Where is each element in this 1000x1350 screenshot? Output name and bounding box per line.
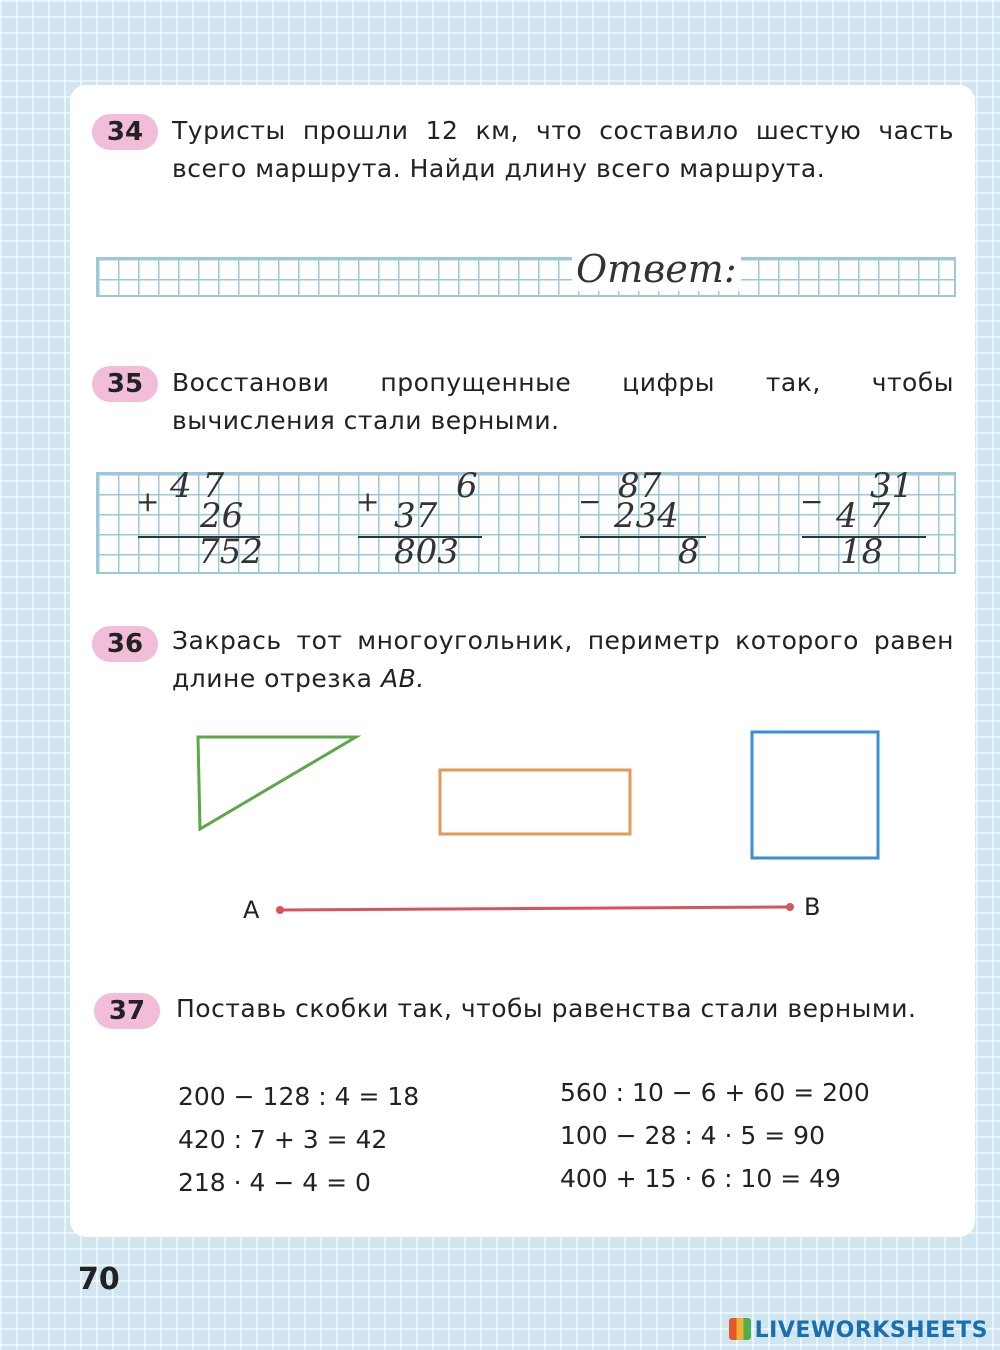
orange-rectangle[interactable] bbox=[440, 770, 630, 834]
task-number-37: 37 bbox=[94, 993, 160, 1029]
calc-4-result: 18 bbox=[840, 532, 884, 572]
answer-label-34: Ответ: bbox=[572, 247, 741, 291]
calc-3-sign: − bbox=[578, 485, 602, 518]
calc-4-sign: − bbox=[800, 485, 824, 518]
calc-2-top[interactable]: 6 bbox=[456, 466, 478, 506]
blue-square[interactable] bbox=[752, 732, 878, 858]
green-triangle[interactable] bbox=[198, 737, 356, 829]
task-number-35: 35 bbox=[92, 366, 158, 402]
point-a-dot bbox=[276, 906, 284, 914]
equation-left-3[interactable]: 218 · 4 − 4 = 0 bbox=[178, 1168, 371, 1197]
page-number: 70 bbox=[78, 1262, 120, 1297]
task-35-text: Восстанови пропущенные цифры так, чтобы вычисления стали верными. bbox=[172, 368, 954, 435]
liveworksheets-logo-icon bbox=[729, 1318, 751, 1340]
equation-right-3[interactable]: 400 + 15 · 6 : 10 = 49 bbox=[560, 1164, 841, 1193]
equation-right-2[interactable]: 100 − 28 : 4 · 5 = 90 bbox=[560, 1121, 825, 1150]
segment-name: AB. bbox=[380, 664, 425, 693]
calc-1-sign: + bbox=[136, 485, 160, 518]
task-number-36: 36 bbox=[92, 626, 158, 662]
calc-2-bottom[interactable]: 37 bbox=[394, 496, 438, 536]
calc-4-bottom[interactable]: 4 7 bbox=[836, 496, 891, 536]
task-number-34: 34 bbox=[92, 114, 158, 150]
point-a-label: A bbox=[243, 896, 260, 924]
calc-1-bottom[interactable]: 26 bbox=[200, 496, 244, 536]
task-34-text: Туристы прошли 12 км, что составило шестую часть всего маршрута. Найди длину всего маршрута. bbox=[172, 116, 954, 183]
equation-right-1[interactable]: 560 : 10 − 6 + 60 = 200 bbox=[560, 1078, 870, 1107]
task-37-text: Поставь скобки так, чтобы равенства стали верными. bbox=[176, 994, 917, 1023]
equation-left-1[interactable]: 200 − 128 : 4 = 18 bbox=[178, 1082, 420, 1111]
calc-1-result: 752 bbox=[198, 532, 263, 572]
calc-2-result: 803 bbox=[394, 532, 459, 572]
point-b-label: B bbox=[804, 893, 821, 921]
segment-ab bbox=[280, 907, 790, 910]
equation-left-2[interactable]: 420 : 7 + 3 = 42 bbox=[178, 1125, 388, 1154]
calc-1-top[interactable]: 4 7 bbox=[170, 466, 225, 506]
calc-3-top[interactable]: 87 bbox=[618, 466, 662, 506]
watermark-text: LIVEWORKSHEETS bbox=[754, 1318, 988, 1343]
calc-4-top[interactable]: 31 bbox=[870, 466, 914, 506]
calc-3-bottom[interactable]: 234 bbox=[614, 496, 679, 536]
point-b-dot bbox=[786, 903, 794, 911]
task-36-text: Закрась тот многоугольник, периметр которого равен длине отрезка bbox=[172, 626, 954, 693]
liveworksheets-watermark bbox=[729, 1318, 988, 1343]
calc-2-sign: + bbox=[356, 485, 380, 518]
calc-3-result: 8 bbox=[678, 532, 700, 572]
